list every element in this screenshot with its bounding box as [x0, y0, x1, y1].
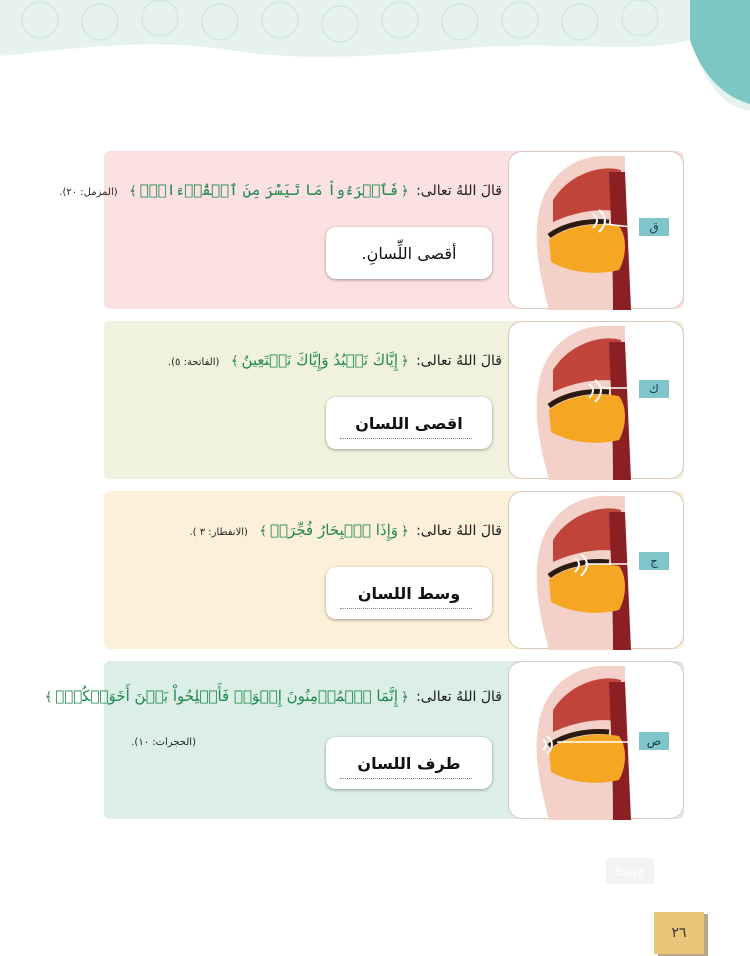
verse-open-bracket: ﴿ [401, 690, 409, 705]
save-button[interactable]: Save [606, 858, 654, 884]
verse-open-bracket: ﴿ [401, 524, 409, 539]
verse-close-bracket: ﴾ [129, 184, 137, 199]
verse-open-bracket: ﴿ [401, 184, 409, 199]
exercise-card-1 [59, 151, 684, 309]
decorative-header-band [0, 0, 750, 110]
verse-intro: قالَ اللهُ تعالى: [416, 353, 502, 369]
verse-intro: قالَ اللهُ تعالى: [416, 689, 502, 705]
verse-text: وَإِذَا ٱلۡبِحَارُ فُجِّرَتۡ [270, 521, 399, 539]
verse-reference: (الحجرات: ١٠). [131, 737, 196, 748]
answer-text: اقصى اللسان [355, 413, 463, 433]
articulation-diagram [508, 491, 684, 649]
verse-line [59, 181, 502, 199]
answer-dotted-line [340, 438, 472, 439]
answer-field[interactable] [326, 397, 492, 449]
answer-text: أقصى اللِّسانِ. [361, 243, 457, 263]
letter-label: ج [639, 552, 669, 570]
answer-dotted-line [340, 778, 472, 779]
verse-line [42, 687, 502, 705]
mouth-cross-section-icon [509, 492, 685, 650]
letter-label: ص [639, 732, 669, 750]
verse-close-bracket: ﴾ [259, 524, 268, 539]
page-number: ٢٦ [654, 912, 704, 954]
verse-reference: (الانفطار: ٣ ). [189, 527, 248, 538]
answer-dotted-line [340, 608, 472, 609]
articulation-diagram [508, 661, 684, 819]
card-text-area [44, 661, 508, 819]
verse-intro: قالَ اللهُ تعالى: [416, 523, 502, 539]
card-text-area [59, 151, 508, 309]
card-text-area [104, 321, 508, 479]
answer-text: وسط اللسان [357, 583, 461, 603]
verse-text: فَٱقۡرَءُواْ مَا تَيَسَّرَ مِنَ ٱلۡقُرۡءَانِۚ [139, 181, 399, 199]
articulation-diagram [508, 321, 684, 479]
verse-text: إِنَّمَا ٱلۡمُؤۡمِنُونَ إِخۡوَةٞ فَأَصۡلِحُواْ بَيۡنَ أَخَوَيۡكُمۡۚ [55, 687, 399, 705]
letter-label: ك [639, 380, 669, 398]
articulation-diagram [508, 151, 684, 309]
card-text-area [104, 491, 508, 649]
verse-close-bracket: ﴾ [44, 690, 53, 705]
exercise-card-2 [104, 321, 684, 479]
answer-field[interactable] [326, 567, 492, 619]
verse-text: إِيَّاكَ نَعۡبُدُ وَإِيَّاكَ نَسۡتَعِينُ [241, 351, 399, 369]
verse-line [189, 521, 502, 539]
verse-close-bracket: ﴾ [230, 354, 239, 369]
exercise-card-4 [44, 661, 684, 819]
exercise-card-3 [104, 491, 684, 649]
answer-field[interactable] [326, 227, 492, 279]
verse-intro: قالَ اللهُ تعالى: [416, 183, 502, 199]
verse-reference: (الفاتحة: ٥). [167, 357, 220, 368]
verse-reference: (المزمل: ٢٠). [59, 187, 118, 198]
letter-label: ق [639, 218, 669, 236]
mouth-cross-section-icon [509, 322, 685, 480]
answer-text: طرف اللسان [357, 753, 461, 773]
answer-field[interactable] [326, 737, 492, 789]
verse-line [168, 351, 502, 369]
verse-open-bracket: ﴿ [401, 354, 409, 369]
